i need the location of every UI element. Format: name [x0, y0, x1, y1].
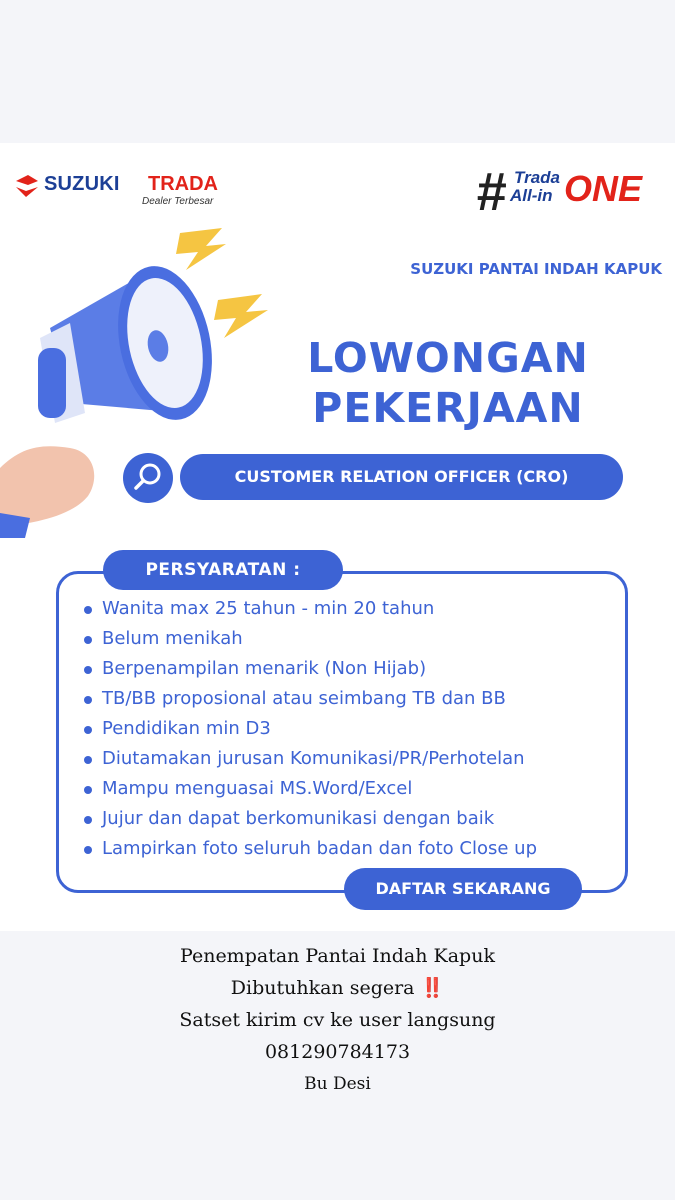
- list-item: [80, 804, 537, 834]
- headline-line2: PEKERJAAN: [312, 384, 584, 432]
- campaign-allin: All-in: [510, 186, 553, 205]
- bullet-icon: [84, 666, 92, 674]
- requirement-text: Belum menikah: [102, 628, 243, 649]
- list-item: [80, 684, 537, 714]
- trada-all-in-one-logo: [476, 162, 661, 223]
- headline-line1: LOWONGAN: [307, 334, 589, 382]
- bullet-icon: [84, 696, 92, 704]
- suzuki-trada-logo: [14, 175, 244, 215]
- campaign-trada: Trada: [514, 168, 560, 187]
- dealer-name: SUZUKI PANTAI INDAH KAPUK: [410, 260, 662, 278]
- bullet-icon: [84, 726, 92, 734]
- search-icon: [123, 453, 173, 503]
- brand-name-trada: TRADA: [148, 173, 218, 195]
- list-item: [80, 654, 537, 684]
- register-now-button[interactable]: DAFTAR SEKARANG: [344, 868, 582, 910]
- bullet-icon: [84, 786, 92, 794]
- caption-instruction: Satset kirim cv ke user langsung: [179, 1009, 496, 1031]
- requirement-text: Lampirkan foto seluruh badan dan foto Close up: [102, 838, 537, 859]
- post-caption: [0, 940, 675, 1100]
- position-title: CUSTOMER RELATION OFFICER (CRO): [180, 454, 623, 500]
- list-item: [80, 744, 537, 774]
- requirement-text: Berpenampilan menarik (Non Hijab): [102, 658, 427, 679]
- bullet-icon: [84, 606, 92, 614]
- caption-phone[interactable]: 081290784173: [264, 1041, 411, 1063]
- caption-placement: Penempatan Pantai Indah Kapuk: [180, 945, 495, 967]
- requirement-text: TB/BB proposional atau seimbang TB dan BB: [102, 688, 506, 709]
- caption-urgent: [0, 972, 675, 1004]
- list-item: [80, 714, 537, 744]
- requirements-title: PERSYARATAN :: [103, 550, 343, 590]
- caption-urgent-text: Dibutuhkan segera: [230, 977, 415, 999]
- suzuki-s-icon: [14, 175, 40, 197]
- double-exclamation-icon: ‼️: [420, 977, 445, 999]
- requirements-list: [80, 594, 537, 864]
- requirement-text: Wanita max 25 tahun - min 20 tahun: [102, 598, 435, 619]
- bullet-icon: [84, 816, 92, 824]
- job-poster: [0, 143, 675, 931]
- brand-tagline: Dealer Terbesar: [142, 196, 214, 207]
- list-item: [80, 834, 537, 864]
- search-badge: [123, 453, 173, 503]
- campaign-one: ONE: [564, 168, 643, 209]
- bullet-icon: [84, 846, 92, 854]
- bullet-icon: [84, 636, 92, 644]
- requirement-text: Diutamakan jurusan Komunikasi/PR/Perhotelan: [102, 748, 525, 769]
- requirement-text: Mampu menguasai MS.Word/Excel: [102, 778, 413, 799]
- list-item: [80, 624, 537, 654]
- bullet-icon: [84, 756, 92, 764]
- caption-contact-name: Bu Desi: [304, 1074, 371, 1094]
- requirement-text: Jujur dan dapat berkomunikasi dengan baik: [102, 808, 495, 829]
- hashtag-symbol: #: [476, 162, 507, 222]
- headline: [272, 333, 624, 433]
- brand-name-suzuki: SUZUKI: [44, 173, 120, 195]
- list-item: [80, 774, 537, 804]
- list-item: [80, 594, 537, 624]
- requirement-text: Pendidikan min D3: [102, 718, 271, 739]
